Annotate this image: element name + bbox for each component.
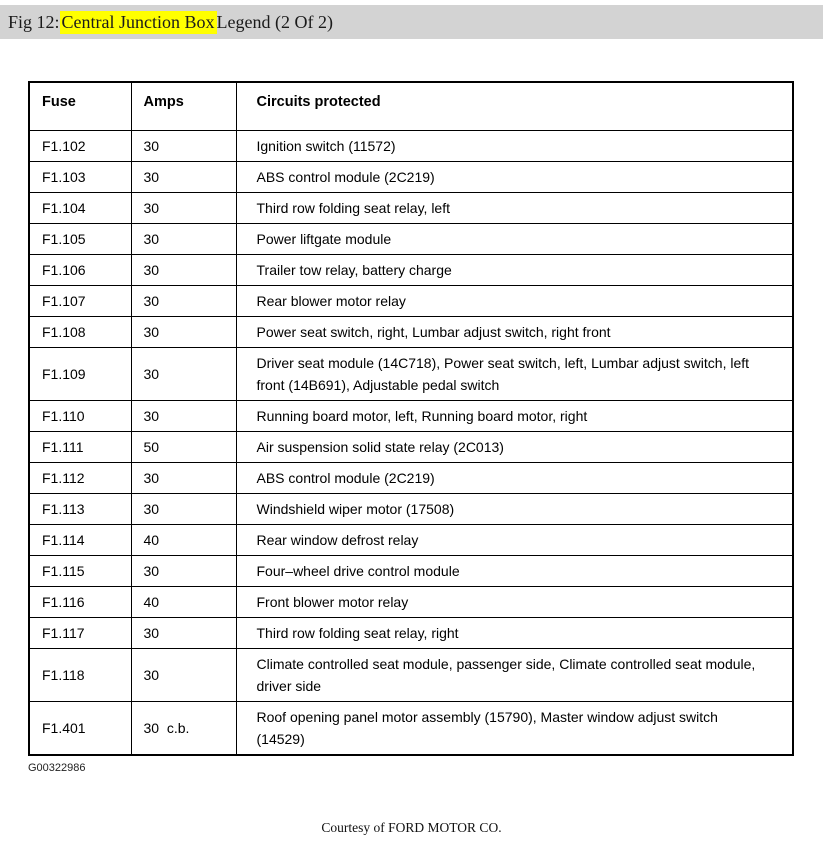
circuits-cell: Driver seat module (14C718), Power seat switch, left, Lumbar adjust switch, left front (14B691), Adjustable pedal switch — [236, 347, 793, 400]
fuse-legend-table — [28, 81, 794, 756]
fuse-cell: F1.118 — [29, 648, 131, 701]
fuse-cell: F1.107 — [29, 285, 131, 316]
fuse-cell: F1.117 — [29, 617, 131, 648]
document-id: G00322986 — [28, 761, 86, 774]
fuse-cell: F1.104 — [29, 192, 131, 223]
column-header-amps: Amps — [131, 82, 236, 130]
amps-cell: 30 — [131, 493, 236, 524]
circuits-cell: Power seat switch, right, Lumbar adjust switch, right front — [236, 316, 793, 347]
figure-caption-bar — [0, 5, 823, 39]
table-row — [29, 431, 793, 462]
caption-highlighted-text: Central Junction Box — [61, 11, 215, 32]
amps-cell: 40 — [131, 586, 236, 617]
fuse-cell: F1.109 — [29, 347, 131, 400]
circuits-cell: Roof opening panel motor assembly (15790), Master window adjust switch (14529) — [236, 701, 793, 755]
table-row — [29, 701, 793, 755]
amps-cell: 30 — [131, 285, 236, 316]
circuits-cell: Rear blower motor relay — [236, 285, 793, 316]
table-row — [29, 555, 793, 586]
circuits-cell: Rear window defrost relay — [236, 524, 793, 555]
table-row — [29, 586, 793, 617]
amps-cell: 30 — [131, 316, 236, 347]
amps-cell: 30 — [131, 130, 236, 161]
circuits-cell: Four–wheel drive control module — [236, 555, 793, 586]
amps-cell: 30 — [131, 617, 236, 648]
circuits-cell: Third row folding seat relay, right — [236, 617, 793, 648]
circuits-cell: Climate controlled seat module, passenger side, Climate controlled seat module, driver side — [236, 648, 793, 701]
amps-cell: 30 — [131, 192, 236, 223]
fuse-cell: F1.108 — [29, 316, 131, 347]
table-row — [29, 254, 793, 285]
table-row — [29, 617, 793, 648]
circuits-cell: Windshield wiper motor (17508) — [236, 493, 793, 524]
fuse-cell: F1.110 — [29, 400, 131, 431]
table-row — [29, 285, 793, 316]
fuse-cell: F1.401 — [29, 701, 131, 755]
fuse-cell: F1.103 — [29, 161, 131, 192]
table-header-row — [29, 82, 793, 130]
fuse-cell: F1.106 — [29, 254, 131, 285]
fuse-cell: F1.112 — [29, 462, 131, 493]
circuits-cell: ABS control module (2C219) — [236, 462, 793, 493]
fuse-cell: F1.105 — [29, 223, 131, 254]
fuse-cell: F1.113 — [29, 493, 131, 524]
fuse-cell: F1.116 — [29, 586, 131, 617]
circuits-cell: Front blower motor relay — [236, 586, 793, 617]
fuse-cell: F1.102 — [29, 130, 131, 161]
caption-prefix: Fig 12: — [8, 11, 60, 32]
table-row — [29, 648, 793, 701]
table-row — [29, 400, 793, 431]
fuse-cell: F1.114 — [29, 524, 131, 555]
column-header-fuse: Fuse — [29, 82, 131, 130]
courtesy-note: Courtesy of FORD MOTOR CO. — [321, 819, 502, 835]
table-row — [29, 524, 793, 555]
table-row — [29, 161, 793, 192]
amps-cell: 30 — [131, 161, 236, 192]
amps-cell: 40 — [131, 524, 236, 555]
table-row — [29, 130, 793, 161]
circuits-cell: ABS control module (2C219) — [236, 161, 793, 192]
table-body — [29, 130, 793, 755]
amps-cell: 30 — [131, 223, 236, 254]
amps-cell: 30 — [131, 347, 236, 400]
caption-suffix: Legend (2 Of 2) — [216, 11, 333, 32]
circuits-cell: Third row folding seat relay, left — [236, 192, 793, 223]
amps-cell: 30 — [131, 648, 236, 701]
table-row — [29, 347, 793, 400]
amps-cell: 50 — [131, 431, 236, 462]
amps-cell: 30 — [131, 555, 236, 586]
amps-cell: 30 c.b. — [131, 701, 236, 755]
column-header-circuits-protected: Circuits protected — [236, 82, 793, 130]
circuits-cell: Ignition switch (11572) — [236, 130, 793, 161]
table-row — [29, 192, 793, 223]
table-row — [29, 493, 793, 524]
table-row — [29, 462, 793, 493]
fuse-cell: F1.111 — [29, 431, 131, 462]
table-row — [29, 223, 793, 254]
circuits-cell: Trailer tow relay, battery charge — [236, 254, 793, 285]
fuse-cell: F1.115 — [29, 555, 131, 586]
amps-cell: 30 — [131, 254, 236, 285]
amps-cell: 30 — [131, 462, 236, 493]
amps-cell: 30 — [131, 400, 236, 431]
circuits-cell: Power liftgate module — [236, 223, 793, 254]
table-row — [29, 316, 793, 347]
circuits-cell: Air suspension solid state relay (2C013) — [236, 431, 793, 462]
circuits-cell: Running board motor, left, Running board motor, right — [236, 400, 793, 431]
